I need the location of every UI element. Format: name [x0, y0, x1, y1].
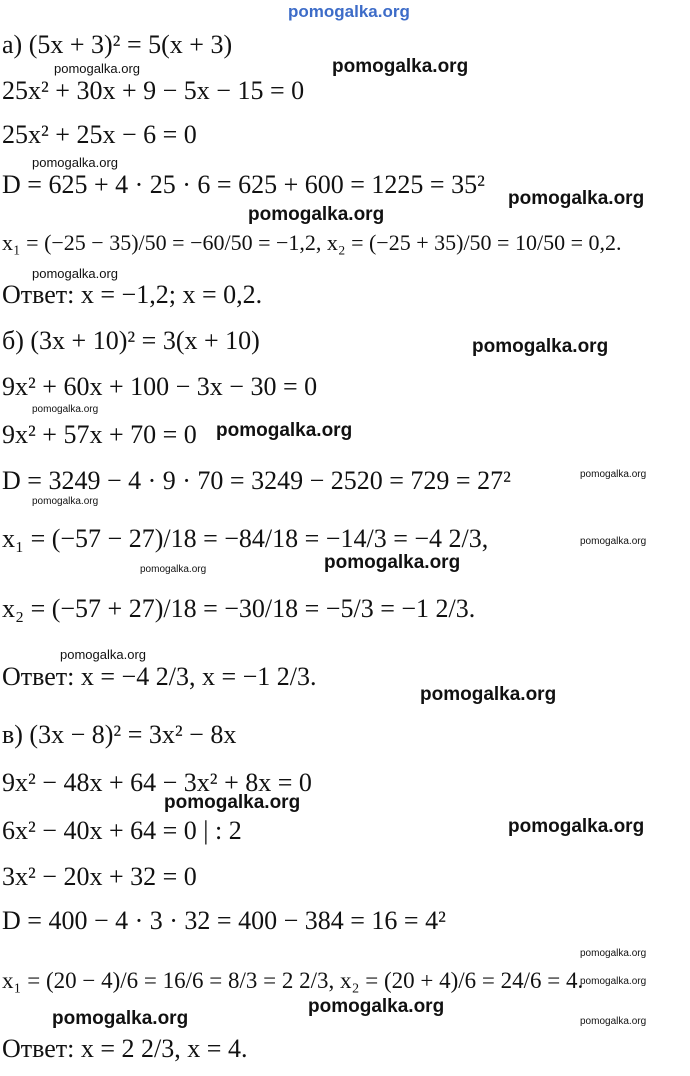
watermark[interactable]: pomogalka.org	[508, 188, 645, 209]
watermark[interactable]: pomogalka.org	[580, 1016, 647, 1027]
watermark[interactable]: pomogalka.org	[580, 948, 647, 959]
a-line-3: 25x² + 25x − 6 = 0	[2, 120, 197, 149]
a-line-2: 25x² + 30x + 9 − 5x − 15 = 0	[2, 76, 305, 105]
watermark[interactable]: pomogalka.org	[472, 336, 609, 357]
c-line-3: 6x² − 40x + 64 = 0 | : 2	[2, 816, 242, 845]
b-line-6: x₂ = (−57 + 27)/18 = −30/18 = −5/3 = −1 2/3.	[2, 594, 476, 623]
watermark[interactable]: pomogalka.org	[216, 420, 353, 441]
c-answer: Ответ: x = 2 2/3, x = 4.	[2, 1034, 248, 1063]
watermark[interactable]: pomogalka.org	[308, 996, 445, 1017]
c-line-4: 3x² − 20x + 32 = 0	[2, 862, 197, 891]
watermark[interactable]: pomogalka.org	[248, 204, 385, 225]
c-line-6: x₁ = (20 − 4)/6 = 16/6 = 8/3 = 2 2/3, x₂ = (20 + 4)/6 = 24/6 = 4.	[2, 968, 584, 993]
watermark[interactable]: pomogalka.org	[508, 816, 645, 837]
watermark[interactable]: pomogalka.org	[54, 61, 140, 76]
watermark[interactable]: pomogalka.org	[140, 564, 207, 575]
watermark[interactable]: pomogalka.org	[60, 647, 146, 662]
watermark[interactable]: pomogalka.org	[164, 792, 301, 813]
b-line-2: 9x² + 60x + 100 − 3x − 30 = 0	[2, 372, 318, 401]
c-line-1: в) (3x − 8)² = 3x² − 8x	[2, 720, 237, 749]
a-line-4: D = 625 + 4 · 25 · 6 = 625 + 600 = 1225 = 35²	[2, 170, 485, 199]
a-answer: Ответ: x = −1,2; x = 0,2.	[2, 280, 263, 309]
watermark-top[interactable]: pomogalka.org	[288, 2, 410, 21]
watermark[interactable]: pomogalka.org	[324, 552, 461, 573]
watermark[interactable]: pomogalka.org	[580, 976, 647, 987]
c-line-5: D = 400 − 4 · 3 · 32 = 400 − 384 = 16 = 4²	[2, 906, 446, 935]
b-line-3: 9x² + 57x + 70 = 0	[2, 420, 197, 449]
b-line-1: б) (3x + 10)² = 3(x + 10)	[2, 326, 260, 355]
watermark[interactable]: pomogalka.org	[332, 56, 469, 77]
watermark[interactable]: pomogalka.org	[52, 1008, 189, 1029]
watermark[interactable]: pomogalka.org	[580, 469, 647, 480]
b-answer: Ответ: x = −4 2/3, x = −1 2/3.	[2, 662, 317, 691]
watermark[interactable]: pomogalka.org	[580, 536, 647, 547]
watermark[interactable]: pomogalka.org	[420, 684, 557, 705]
watermark[interactable]: pomogalka.org	[32, 266, 118, 281]
b-line-5: x₁ = (−57 − 27)/18 = −84/18 = −14/3 = −4 2/3,	[2, 524, 489, 553]
watermark[interactable]: pomogalka.org	[32, 155, 118, 170]
watermark[interactable]: pomogalka.org	[32, 496, 99, 507]
a-line-5: x₁ = (−25 − 35)/50 = −60/50 = −1,2, x₂ = (−25 + 35)/50 = 10/50 = 0,2.	[2, 230, 622, 255]
b-line-4: D = 3249 − 4 · 9 · 70 = 3249 − 2520 = 729 = 27²	[2, 466, 511, 495]
watermark[interactable]: pomogalka.org	[32, 404, 99, 415]
a-line-1: а) (5x + 3)² = 5(x + 3)	[2, 30, 233, 59]
c-line-2: 9x² − 48x + 64 − 3x² + 8x = 0	[2, 768, 312, 797]
